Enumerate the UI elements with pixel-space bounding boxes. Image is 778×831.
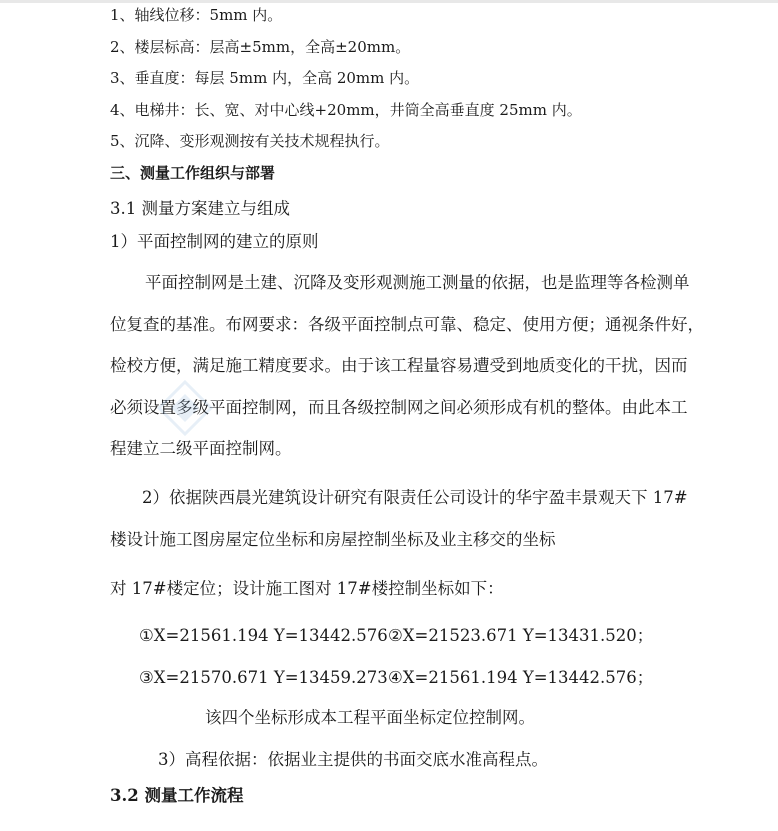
tolerance-item-5: 5、沉降、变形观测按有关技术规程执行。 [110,132,390,150]
page-top-border [0,0,778,3]
tolerance-item-3: 3、垂直度：每层 5mm 内，全高 20mm 内。 [110,69,420,87]
coordinate-4: ④X=21561.194 Y=13442.576； [388,668,654,687]
paragraph-2-line-2: 楼设计施工图房屋定位坐标和房屋控制坐标及业主移交的坐标 [110,530,556,549]
tolerance-item-1: 1、轴线位移：5mm 内。 [110,6,283,24]
subsection-3-1-heading: 3.1 测量方案建立与组成 [110,199,290,218]
tolerance-item-2: 2、楼层标高：层高±5mm，全高±20mm。 [110,38,411,56]
paragraph-2-line-1: 2）依据陕西晨光建筑设计研究有限责任公司设计的华宇盈丰景观天下 17# [142,488,688,507]
coordinate-1: ①X=21561.194 Y=13442.576 [139,626,388,645]
paragraph-1-line-3: 检校方便，满足施工精度要求。由于该工程量容易遭受到地质变化的干扰，因而 [110,356,688,375]
coordinate-note: 该四个坐标形成本工程平面坐标定位控制网。 [205,708,535,727]
paragraph-1-heading: 1）平面控制网的建立的原则 [110,232,319,251]
paragraph-1-line-4: 必须设置多级平面控制网，而且各级控制网之间必须形成有机的整体。由此本工 [110,398,688,417]
paragraph-1-line-2: 位复查的基准。布网要求：各级平面控制点可靠、稳定、使用方便；通视条件好， [110,315,704,334]
coordinate-2: ②X=21523.671 Y=13431.520； [388,626,654,645]
subsection-3-2-heading: 3.2 测量工作流程 [110,786,244,805]
paragraph-3: 3）高程依据：依据业主提供的书面交底水准高程点。 [158,750,548,769]
paragraph-1-line-5: 程建立二级平面控制网。 [110,439,292,458]
watermark-logo-icon [155,378,215,438]
section-3-heading: 三、测量工作组织与部署 [110,164,276,182]
paragraph-1-line-1: 平面控制网是土建、沉降及变形观测施工测量的依据，也是监理等各检测单 [145,273,690,292]
tolerance-item-4: 4、电梯井：长、宽、对中心线+20mm，井筒全高垂直度 25mm 内。 [110,101,582,119]
coordinate-3: ③X=21570.671 Y=13459.273 [139,668,388,687]
paragraph-2-line-3: 对 17#楼定位；设计施工图对 17#楼控制坐标如下： [110,579,504,598]
